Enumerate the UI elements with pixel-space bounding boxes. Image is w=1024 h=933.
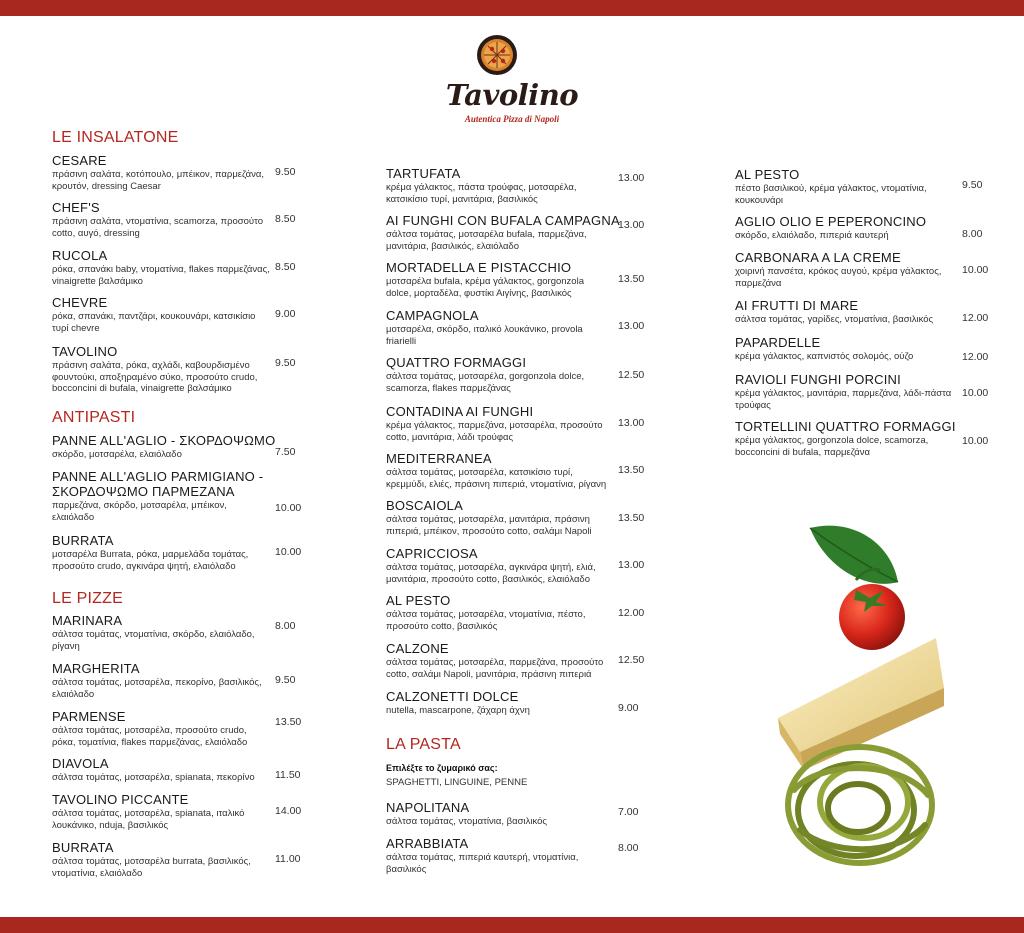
menu-item [52,756,270,784]
menu-item [52,295,270,334]
item-name: DIAVOLA [52,756,109,771]
item-name: TAVOLINO PICCANTE [52,792,189,807]
item-description: σάλτσα τομάτας, μοτσαρέλα, πεκορίνο, βασιλικός, ελαιόλαδο [52,677,262,700]
menu-item [386,451,608,490]
item-price: 13.00 [618,172,645,184]
item-price: 13.50 [618,273,645,285]
menu-item [386,260,608,299]
pasta-choice-options: SPAGHETTI, LINGUINE, PENNE [386,777,528,788]
item-name: RUCOLA [52,248,108,263]
item-description: σάλτσα τομάτας, μοτσαρέλα, spianata, πεκορίνο [52,772,255,783]
item-price: 10.00 [275,546,302,558]
menu-item [386,836,608,875]
item-description: σκόρδο, μοτσαρέλα, ελαιόλαδο [52,449,182,460]
item-price: 12.00 [962,312,989,324]
item-price: 12.00 [618,607,645,619]
brand-tagline: Autentica Pizza di Napoli [464,114,560,124]
brand-logo [436,34,588,128]
menu-item [52,433,276,461]
item-description: σάλτσα τομάτας, μοτσαρέλα bufala, παρμεζάνα, μανιτάρια, βασιλικός, ελαιόλαδο [386,229,587,252]
menu-item [52,840,270,879]
menu-item [52,469,270,523]
item-name: CALZONE [386,641,449,656]
item-description: σάλτσα τομάτας, ντοματίνια, σκόρδο, ελαιόλαδο, ρίγανη [52,629,255,652]
menu-item [52,792,270,831]
item-name: AGLIO OLIO E PEPERONCINO [735,214,927,229]
item-description: πράσινη σαλάτα, ντοματίνια, scamorza, προσούτο cotto, αυγό, dressing [52,216,263,239]
item-price: 7.00 [618,806,639,818]
item-price: 9.50 [962,179,983,191]
menu-item [386,213,620,252]
item-price: 12.00 [962,351,989,363]
item-name: NAPOLITANA [386,800,470,815]
menu-item [52,661,270,700]
item-price: 8.50 [275,261,296,273]
item-name: PARMENSE [52,709,126,724]
section-title-pasta: LA PASTA [386,736,461,753]
item-price: 13.50 [618,464,645,476]
brand-name: Tavolino [445,78,579,112]
bottom-border-bar [0,917,1024,933]
menu-item [52,153,270,192]
item-description: σάλτσα τομάτας, μοτσαρέλα, παρμεζάνα, προσούτο cotto, σαλάμι Napoli, μανιτάρια, πράσινη πιπεριά [386,657,604,680]
item-description: σάλτσα τομάτας, ντοματίνια, βασιλικός [386,816,547,827]
item-name: PANNE ALL'AGLIO PARMIGIANO - ΣΚΟΡΔΟΨΩΜΟ ΠΑΡΜΕΖΑΝΑ [52,469,264,499]
menu-item [52,344,270,395]
item-name: CHEVRE [52,295,108,310]
item-description: κρέμα γάλακτος, παρμεζάνα, μοτσαρέλα, προσούτο cotto, μανιτάρια, λάδι τρούφας [386,420,603,443]
item-name: PANNE ALL'AGLIO - ΣΚΟΡΔΟΨΩΜΟ [52,433,276,448]
item-name: ARRABBIATA [386,836,469,851]
menu-item [386,546,608,585]
item-price: 9.50 [275,166,296,178]
item-price: 8.00 [275,620,296,632]
pasta-choice-heading: Επιλέξτε το ζυμαρικό σας: [386,763,498,773]
item-name: CAPRICCIOSA [386,546,478,561]
item-name: QUATTRO FORMAGGI [386,355,527,370]
item-name: BOSCAIOLA [386,498,463,513]
item-price: 9.50 [275,357,296,369]
item-name: RAVIOLI FUNGHI PORCINI [735,372,901,387]
menu-item [735,419,955,458]
item-name: CALZONETTI DOLCE [386,689,519,704]
item-name: TARTUFATA [386,166,461,181]
item-price: 9.00 [618,702,639,714]
pizza-icon [476,34,518,76]
item-description: κρέμα γάλακτος, πάστα τρούφας, μοτσαρέλα, κατσικίσιο τυρί, μανιτάρια, βασιλικός [386,182,577,205]
food-illustration [760,520,960,880]
item-description: σάλτσα τομάτας, πιπεριά καυτερή, ντοματίνια, βασιλικός [386,852,579,875]
item-description: χοιρινή πανσέτα, κρόκος αυγού, κρέμα γάλακτος, παρμεζάνα [735,266,942,289]
section-title-antipasti: ANTIPASTI [52,409,136,426]
menu-item [52,533,270,572]
top-border-bar [0,0,1024,16]
item-price: 8.50 [275,213,296,225]
menu-item [735,167,955,206]
item-price: 9.00 [275,308,296,320]
item-description: κρέμα γάλακτος, καπνιστός σολομός, ούζο [735,351,914,362]
item-name: CESARE [52,153,107,168]
item-name: MEDITERRANEA [386,451,492,466]
item-description: μοτσαρέλα Burrata, ρόκα, μαρμελάδα τομάτας, προσούτο crudo, αγκινάρα ψητή, ελαιόλαδο [52,549,249,572]
menu-item [735,214,955,242]
item-description: μοτσαρέλα, σκόρδο, ιταλικό λουκάνικο, provola friarielli [386,324,583,347]
item-price: 7.50 [275,446,296,458]
item-name: TORTELLINI QUATTRO FORMAGGI [735,419,956,434]
menu-item [52,248,270,287]
menu-item [386,166,608,205]
item-description: ρόκα, σπανάκι baby, ντοματίνια, flakes παρμεζάνας, vinaigrette βαλσάμικο [52,264,270,287]
item-price: 10.00 [275,502,302,514]
item-name: AI FUNGHI CON BUFALA CAMPAGNA [386,213,620,228]
item-description: ρόκα, σπανάκι, παντζάρι, κουκουνάρι, κατσικίσιο τυρί chevre [52,311,256,334]
item-description: πράσινη σαλάτα, κοτόπουλο, μπέικον, παρμεζάνα, κρουτόν, dressing Caesar [52,169,264,192]
menu-item [735,250,955,289]
item-price: 13.50 [618,512,645,524]
item-name: BURRATA [52,840,114,855]
pasta-choice-note [386,762,608,789]
item-name: CAMPAGNOLA [386,308,479,323]
item-name: MARINARA [52,613,123,628]
item-name: CARBONARA A LA CREME [735,250,901,265]
item-description: σάλτσα τομάτας, μοτσαρέλα, ντοματίνια, πέστο, προσούτο cotto, βασιλικός [386,609,586,632]
item-price: 12.50 [618,654,645,666]
item-price: 13.00 [618,320,645,332]
menu-item [386,308,608,347]
item-description: σκόρδο, ελαιόλαδο, πιπεριά καυτερή [735,230,889,241]
item-description: σάλτσα τομάτας, μοτσαρέλα, κατσικίσιο τυρί, κρεμμύδι, ελιές, πράσινη πιπεριά, ντοματίνια, ρίγανη [386,467,607,490]
item-price: 10.00 [962,264,989,276]
menu-item [52,709,270,748]
item-name: CONTADINA AI FUNGHI [386,404,534,419]
item-name: CHEF'S [52,200,100,215]
item-name: BURRATA [52,533,114,548]
menu-item [386,593,608,632]
item-name: MARGHERITA [52,661,140,676]
item-price: 13.50 [275,716,302,728]
item-description: σάλτσα τομάτας, γαρίδες, ντοματίνια, βασιλικός [735,314,934,325]
item-name: AL PESTO [386,593,451,608]
menu-item [735,372,955,411]
item-description: μοτσαρέλα bufala, κρέμα γάλακτος, gorgonzola dolce, μορταδέλα, φυστίκι Αιγίνης, βασιλικός [386,276,584,299]
item-price: 13.00 [618,417,645,429]
item-price: 8.00 [618,842,639,854]
menu-item [52,613,270,652]
menu-item [735,335,955,363]
item-name: AI FRUTTI DI MARE [735,298,859,313]
item-description: πράσινη σαλάτα, ρόκα, αχλάδι, καβουρδισμένο φουντούκι, αποξηραμένο σύκο, προσούτο crudo, bocconcini di bufala, vinaigrette βαλσάμικο [52,360,258,394]
menu-item [386,404,608,443]
item-price: 9.50 [275,674,296,686]
item-description: πέστο βασιλικού, κρέμα γάλακτος, ντοματίνια, κουκουνάρι [735,183,927,206]
item-description: σάλτσα τομάτας, μοτσαρέλα, gorgonzola dolce, scamorza, flakes παρμεζάνας [386,371,585,394]
tagliatelle-nest-icon [788,747,932,863]
item-name: TAVOLINO [52,344,118,359]
item-description: σάλτσα τομάτας, μοτσαρέλα, αγκινάρα ψητή, ελιά, μανιτάρια, προσούτο cotto, βασιλικός, ελαιόλαδο [386,562,596,585]
item-price: 8.00 [962,228,983,240]
item-price: 10.00 [962,387,989,399]
section-title-insalatone: LE INSALATONE [52,129,179,146]
section-title-pizze: LE PIZZE [52,590,123,607]
menu-item [386,800,608,828]
item-name: PAPARDELLE [735,335,821,350]
item-description: σάλτσα τομάτας, μοτσαρέλα burrata, βασιλικός, ντοματίνια, ελαιόλαδο [52,856,251,879]
item-price: 11.50 [275,769,301,781]
item-description: σάλτσα τομάτας, μοτσαρέλα, μανιτάρια, πράσινη πιπεριά, μπέικον, προσούτο cotto, σαλάμι Napoli [386,514,592,537]
menu-item [386,498,608,537]
item-description: κρέμα γάλακτος, gorgonzola dolce, scamorza, bocconcini di bufala, παρμεζάνα [735,435,929,458]
item-description: σάλτσα τομάτας, μοτσαρέλα, spianata, ιταλικό λουκάνικο, nduja, βασιλικός [52,808,245,831]
item-name: AL PESTO [735,167,800,182]
item-name: MORTADELLA E PISTACCHIO [386,260,572,275]
item-description: nutella, mascarpone, ζάχαρη άχνη [386,705,530,716]
item-price: 10.00 [962,435,989,447]
menu-item [52,200,270,239]
menu-item [386,355,608,394]
item-price: 13.00 [618,559,645,571]
item-description: παρμεζάνα, σκόρδο, μοτσαρέλα, μπέικον, ελαιόλαδο [52,500,227,523]
item-description: κρέμα γάλακτος, μανιτάρια, παρμεζάνα, λάδι-πάστα τρούφας [735,388,952,411]
menu-item [386,641,608,680]
item-description: σάλτσα τομάτας, μοτσαρέλα, προσούτο crudo, ρόκα, τοματίνια, flakes παρμεζάνας, ελαιόλαδο [52,725,248,748]
item-price: 12.50 [618,369,645,381]
tomato-icon [839,584,905,650]
item-price: 13.00 [618,219,645,231]
item-price: 11.00 [275,853,301,865]
menu-item [735,298,955,326]
menu-item [386,689,608,717]
item-price: 14.00 [275,805,302,817]
